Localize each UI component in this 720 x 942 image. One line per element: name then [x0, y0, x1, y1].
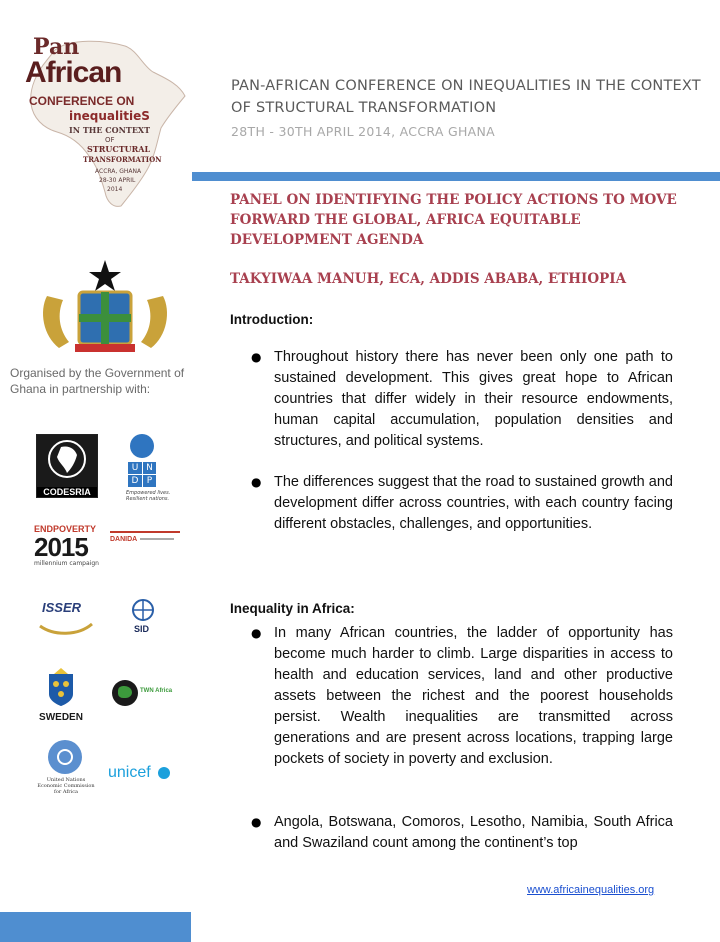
twn-label: TWN Africa [140, 688, 173, 694]
africa-emblem-icon [37, 435, 97, 483]
danida-logo [110, 531, 180, 551]
inequality-heading: Inequality in Africa: [230, 601, 355, 616]
logo-word-pan: Pan [33, 34, 80, 60]
logo-word-context: IN THE CONTEXT [69, 125, 151, 135]
un-emblem-icon [130, 434, 154, 458]
coat-of-arms-icon [35, 256, 175, 356]
logo-word-dates: 28-30 APRIL [99, 177, 136, 184]
un-wreath-icon [48, 740, 82, 774]
organised-by-text: Organised by the Government of Ghana in partnership with: [10, 366, 185, 396]
footer-accent-bar [0, 912, 191, 942]
logo-word-structural: STRUCTURAL [87, 144, 151, 154]
undp-letter-p: P [142, 474, 156, 487]
logo-word-inequalities: inequalitieS [69, 109, 150, 123]
sweden-label: SWEDEN [39, 712, 83, 723]
list-item [251, 623, 673, 791]
uneca-logo [34, 740, 104, 800]
codesria-label: CODESRIA [37, 487, 97, 497]
undp-tagline: Empowered lives. Resilient nations. [126, 490, 171, 502]
undp-letter-n: N [142, 462, 156, 474]
panel-title: PANEL ON IDENTIFYING THE POLICY ACTIONS TO MOVE FORWARD THE GLOBAL, AFRICA EQUITABLE DEVELOPMENT AGENDA [230, 192, 677, 248]
logo-word-year: 2014 [107, 186, 123, 193]
header-accent-bar [192, 172, 720, 181]
endpoverty-year: 2015 [34, 532, 88, 562]
bullet-text: Throughout history there has never been only one path to sustained development. This gives great hope to African countries that differ widely in their resource endowments, human capital accumulation, population densities and structures, and political systems. [274, 349, 673, 449]
logo-word-of: OF [105, 136, 115, 144]
danida-label: DANIDA [110, 536, 138, 543]
logo-word-african: African [25, 56, 122, 89]
unicef-logo [108, 762, 178, 782]
isser-label: ISSER [42, 600, 82, 615]
bullet-icon: ● [251, 475, 262, 489]
codesria-logo [36, 434, 98, 498]
undp-logo [126, 434, 172, 500]
list-item [251, 347, 673, 452]
unicef-emblem-icon [158, 767, 170, 779]
bullet-text: In many African countries, the ladder of opportunity has become much harder to climb. Large disparities in access to health and education services, land and other productive assets between the richest and the poorest households persist. Wealth inequalities are transmitted across generations and are present across locations, trapping large pockets of society in poverty and exclusion. [274, 625, 673, 767]
twn-globe-icon [112, 680, 138, 706]
endpoverty-top-label: ENDPOVERTY [34, 524, 97, 534]
speaker-line: TAKYIWAA MANUH, ECA, ADDIS ABABA, ETHIOPIA [230, 271, 627, 287]
logo-word-accra: ACCRA, GHANA [95, 168, 142, 175]
introduction-heading: Introduction: [230, 312, 314, 327]
website-link[interactable]: www.africainequalities.org [527, 884, 655, 896]
sid-label: SID [134, 624, 150, 634]
conference-title: PAN-AFRICAN CONFERENCE ON INEQUALITIES IN THE CONTEXT OF STRUCTURAL TRANSFORMATION [231, 78, 701, 116]
conference-logo [25, 32, 190, 212]
globe-icon [128, 598, 158, 622]
unicef-label: unicef [108, 764, 151, 781]
endpoverty-logo [34, 524, 104, 580]
conference-date: 28TH - 30TH APRIL 2014, ACCRA GHANA [231, 124, 495, 139]
endpoverty-sub: millennium campaign [34, 560, 99, 567]
undp-letter-u: U [128, 462, 142, 474]
list-item [251, 472, 673, 556]
sid-logo [118, 598, 178, 638]
isser-logo [36, 596, 96, 636]
uneca-label: United Nations Economic Commission for Africa [37, 777, 95, 795]
bullet-text: Angola, Botswana, Comoros, Lesotho, Namibia, South Africa and Swaziland count among the continent’s top [274, 814, 673, 851]
logo-word-transformation: TRANSFORMATION [83, 155, 162, 164]
logo-word-conference: CONFERENCE ON [29, 94, 135, 108]
list-item [251, 812, 673, 854]
undp-letter-d: D [128, 474, 142, 487]
sweden-crest-icon [36, 668, 86, 708]
sweden-logo [36, 668, 86, 722]
ghana-coat-of-arms [35, 256, 175, 356]
bullet-text: The differences suggest that the road to sustained growth and development differ across countries, with each country facing different obstacles, challenges, and opportunities. [274, 474, 673, 532]
bullet-icon: ● [251, 626, 262, 640]
bullet-icon: ● [251, 815, 262, 829]
twn-africa-logo [112, 680, 178, 708]
bullet-icon: ● [251, 350, 262, 364]
